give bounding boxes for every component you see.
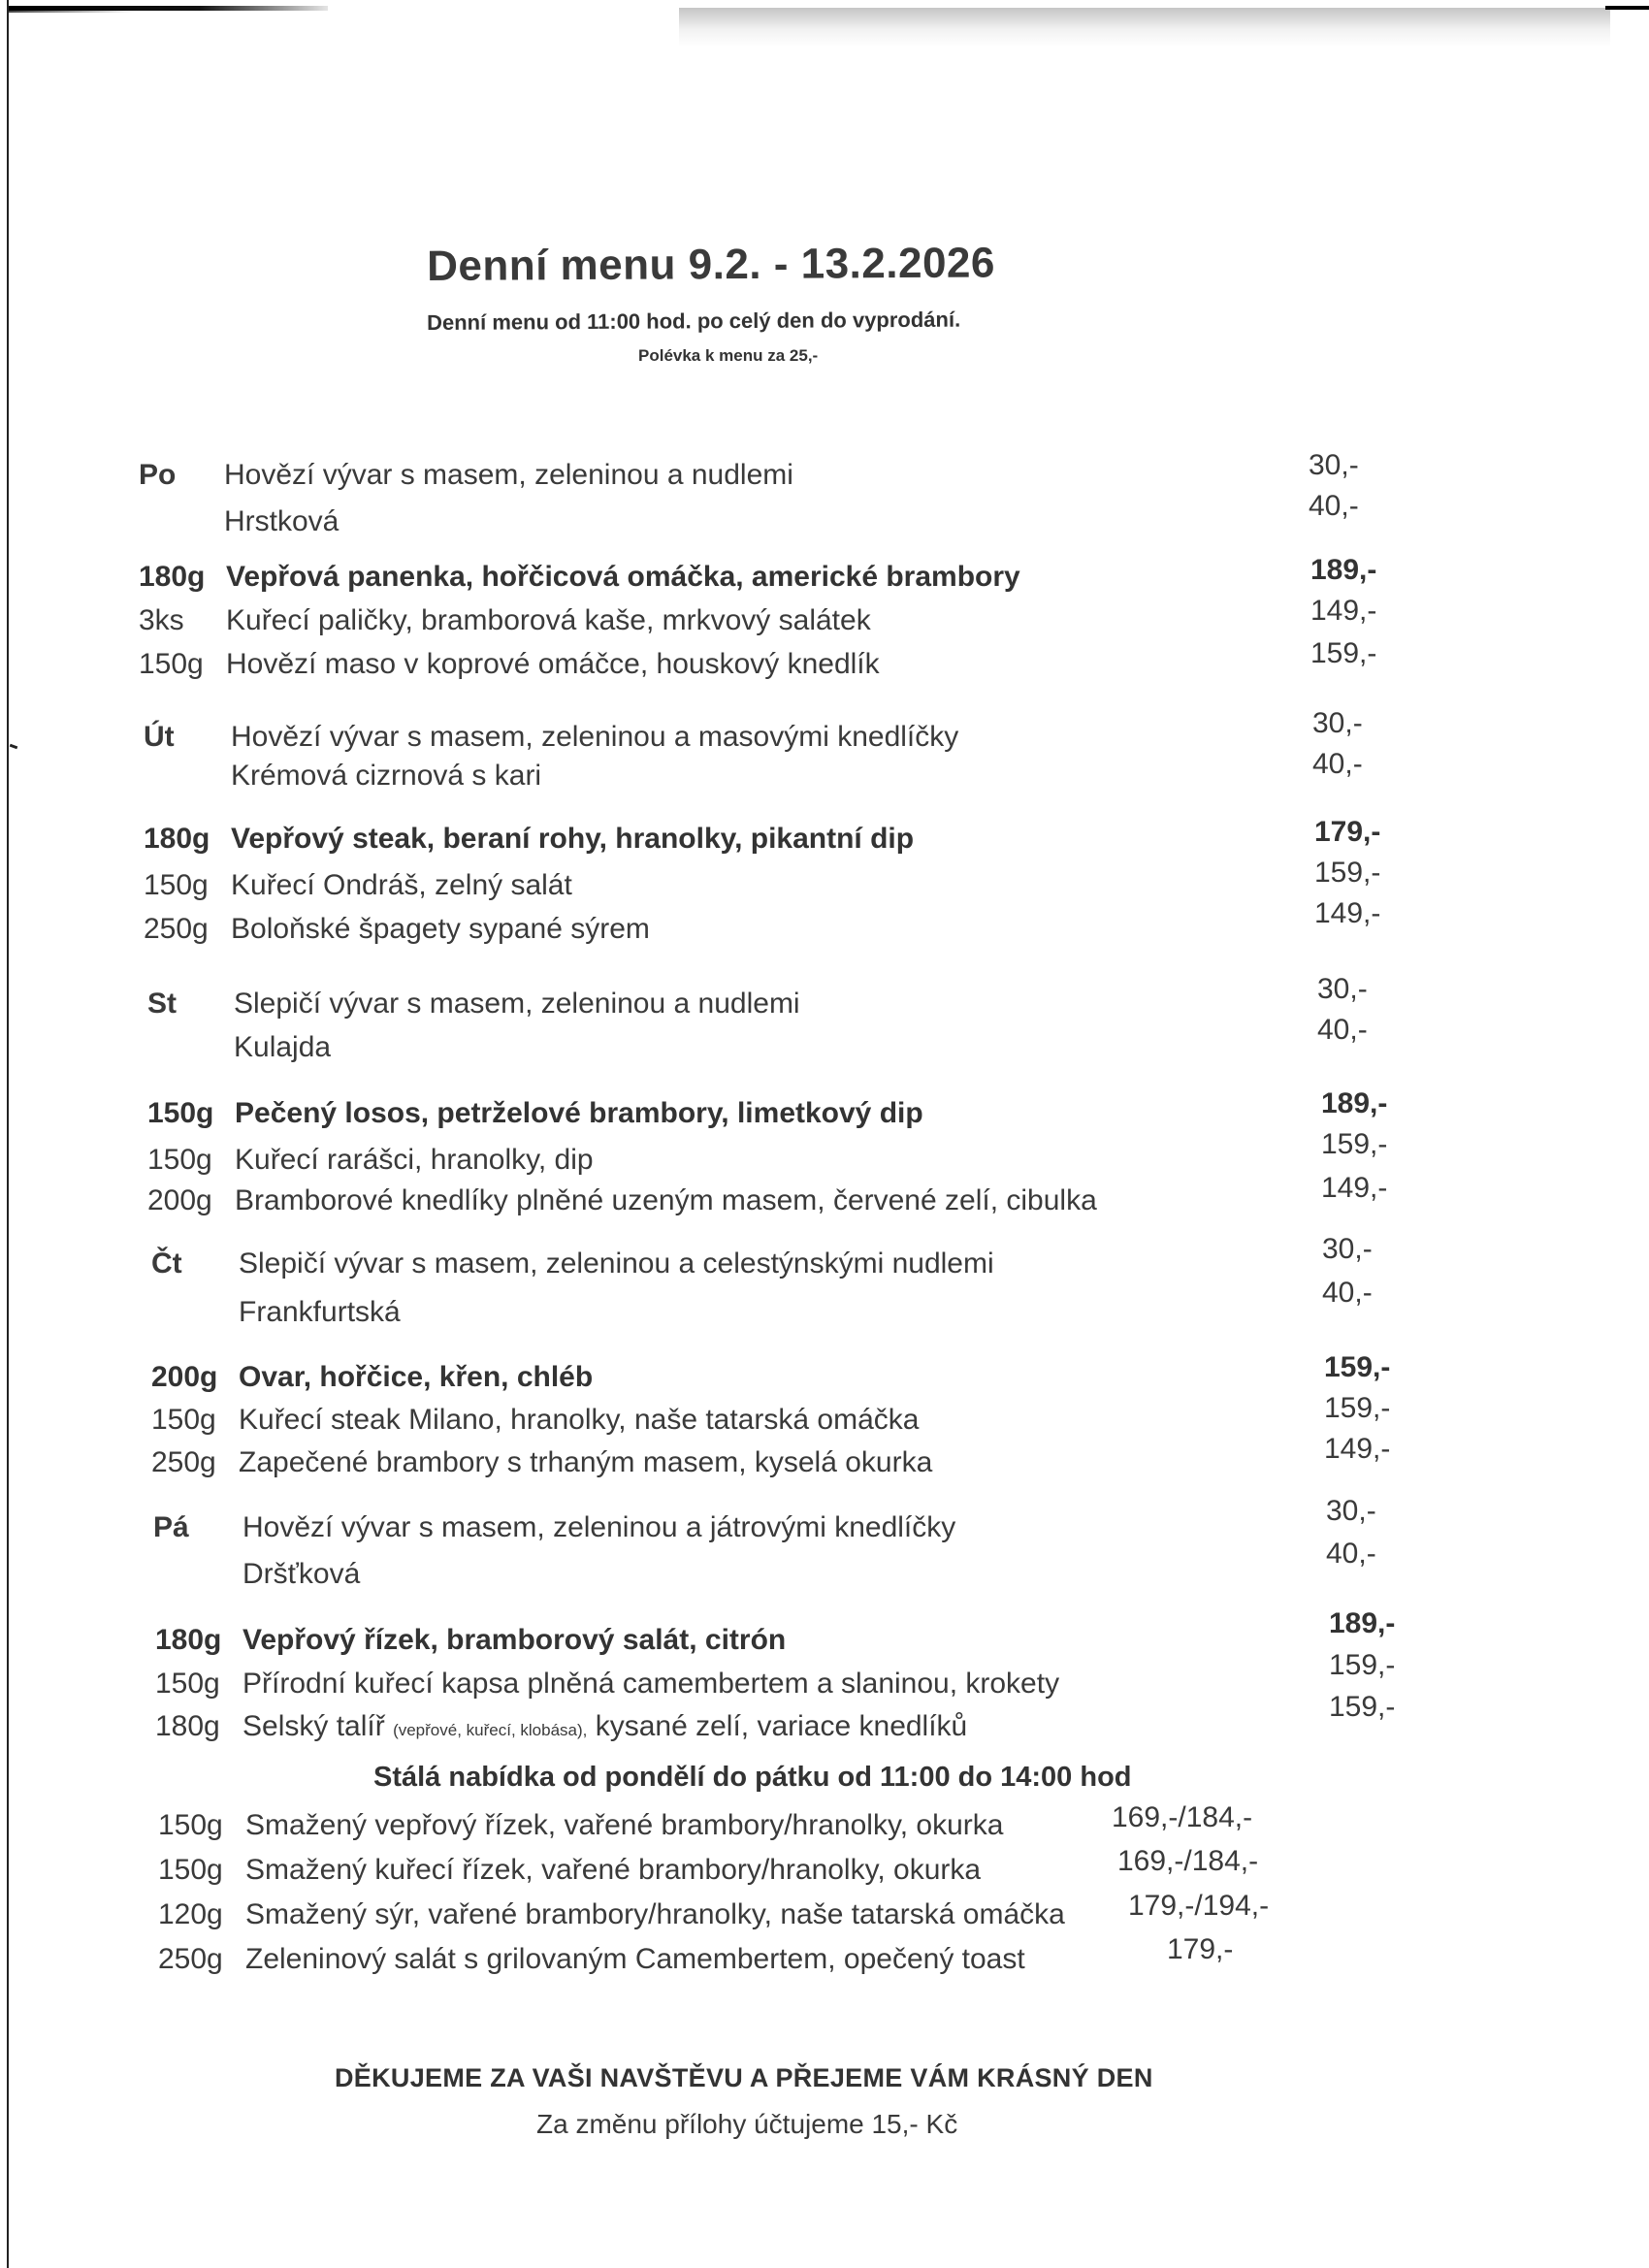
price: 159,- <box>1324 1392 1391 1424</box>
soup-name: Slepičí vývar s masem, zeleninou a celestýnskými nudlemi <box>239 1247 994 1280</box>
dish-name: Smažený vepřový řízek, vařené brambory/hranolky, okurka <box>245 1809 1004 1841</box>
price: 189,- <box>1329 1607 1396 1639</box>
price: 30,- <box>1317 973 1368 1005</box>
portion-size: 150g <box>155 1668 220 1700</box>
price: 149,- <box>1324 1433 1391 1465</box>
dish-name: Kuřecí steak Milano, hranolky, naše tatarská omáčka <box>239 1404 920 1436</box>
portion-size: 250g <box>144 913 209 945</box>
scan-edge-top-right <box>1605 6 1649 10</box>
thank-you-message: DĚKUJEME ZA VAŠI NAVŠTĚVU A PŘEJEME VÁM KRÁSNÝ DEN <box>335 2063 1153 2092</box>
dish-name: Ovar, hořčice, křen, chléb <box>239 1361 594 1393</box>
portion-size: 180g <box>144 823 210 855</box>
dish-name <box>242 1707 967 1750</box>
soup-name: Hovězí vývar s masem, zeleninou a játrovými knedlíčky <box>242 1511 956 1543</box>
price: 179,- <box>1314 816 1381 848</box>
price: 159,- <box>1321 1128 1388 1160</box>
scan-shadow-top <box>679 8 1610 47</box>
price: 30,- <box>1309 449 1359 481</box>
portion-size: 180g <box>155 1710 220 1742</box>
soup-name: Slepičí vývar s masem, zeleninou a nudlemi <box>234 988 800 1020</box>
price: 149,- <box>1314 897 1381 929</box>
price: 40,- <box>1322 1277 1373 1309</box>
price: 169,-/184,- <box>1117 1845 1259 1877</box>
dish-name: Smažený sýr, vařené brambory/hranolky, naše tatarská omáčka <box>245 1898 1065 1930</box>
price: 169,-/184,- <box>1112 1801 1253 1833</box>
price: 30,- <box>1322 1233 1373 1265</box>
dish-name-main: Selský talíř <box>242 1710 385 1742</box>
portion-size: 200g <box>147 1184 212 1216</box>
scan-edge-left <box>7 0 9 2268</box>
dish-name-note: (vepřové, kuřecí, klobása), <box>393 1721 588 1739</box>
day-label: St <box>147 988 177 1020</box>
dish-name: Vepřový řízek, bramborový salát, citrón <box>242 1624 787 1656</box>
dish-name: Zapečené brambory s trhaným masem, kyselá okurka <box>239 1446 933 1478</box>
portion-size: 150g <box>158 1854 223 1886</box>
day-label: Po <box>139 459 177 491</box>
dish-name: Zeleninový salát s grilovaným Camembertem, opečený toast <box>245 1943 1025 1975</box>
soup-price-note: Polévka k menu za 25,- <box>638 346 819 365</box>
price: 30,- <box>1312 707 1363 739</box>
dish-name-rest: kysané zelí, variace knedlíků <box>595 1710 968 1742</box>
price: 159,- <box>1310 637 1377 669</box>
price: 159,- <box>1329 1649 1396 1681</box>
portion-size: 250g <box>151 1446 216 1478</box>
price: 40,- <box>1326 1538 1376 1570</box>
scan-edge-top-left-tail <box>8 11 134 13</box>
portion-size: 150g <box>139 648 204 680</box>
portion-size: 180g <box>139 561 206 593</box>
portion-size: 250g <box>158 1943 223 1975</box>
dish-name: Boloňské špagety sypané sýrem <box>231 913 650 945</box>
dish-name: Hovězí maso v koprové omáčce, houskový knedlík <box>226 648 880 680</box>
portion-size: 150g <box>158 1809 223 1841</box>
dish-name: Vepřový steak, beraní rohy, hranolky, pikantní dip <box>231 823 915 855</box>
dish-name: Přírodní kuřecí kapsa plněná camembertem a slaninou, krokety <box>242 1668 1060 1700</box>
soup-name: Hovězí vývar s masem, zeleninou a masovými knedlíčky <box>231 721 959 753</box>
dish-name: Smažený kuřecí řízek, vařené brambory/hranolky, okurka <box>245 1854 982 1886</box>
portion-size: 150g <box>144 869 209 901</box>
soup-name: Hrstková <box>224 505 340 537</box>
portion-size: 3ks <box>139 604 184 636</box>
soup-name: Krémová cizrnová s kari <box>231 760 542 792</box>
price: 159,- <box>1329 1691 1396 1723</box>
price: 40,- <box>1312 748 1363 780</box>
price: 30,- <box>1326 1495 1376 1527</box>
scan-mark-left <box>10 744 18 750</box>
portion-size: 180g <box>155 1624 222 1656</box>
day-label: Út <box>144 721 175 753</box>
portion-size: 200g <box>151 1361 218 1393</box>
side-change-surcharge-note: Za změnu přílohy účtujeme 15,- Kč <box>536 2109 958 2139</box>
price: 179,- <box>1167 1933 1234 1965</box>
dish-name: Bramborové knedlíky plněné uzeným masem, červené zelí, cibulka <box>235 1184 1097 1216</box>
soup-name: Frankfurtská <box>239 1296 401 1328</box>
page-title: Denní menu 9.2. - 13.2.2026 <box>427 239 996 290</box>
portion-size: 120g <box>158 1898 223 1930</box>
price: 40,- <box>1317 1014 1368 1046</box>
dish-name: Kuřecí rarášci, hranolky, dip <box>235 1144 594 1176</box>
portion-size: 150g <box>151 1404 216 1436</box>
soup-name: Kulajda <box>234 1031 332 1063</box>
price: 149,- <box>1321 1172 1388 1204</box>
portion-size: 150g <box>147 1144 212 1176</box>
dish-name: Vepřová panenka, hořčicová omáčka, americké brambory <box>226 561 1020 593</box>
day-label: Čt <box>151 1247 182 1280</box>
price: 159,- <box>1324 1351 1391 1383</box>
dish-name: Kuřecí paličky, bramborová kaše, mrkvový salátek <box>226 604 871 636</box>
day-label: Pá <box>153 1511 189 1543</box>
price: 159,- <box>1314 857 1381 889</box>
price: 189,- <box>1310 554 1377 586</box>
dish-name: Pečený losos, petrželové brambory, limetkový dip <box>235 1097 923 1129</box>
menu-hours-note: Denní menu od 11:00 hod. po celý den do vyprodání. <box>427 307 961 335</box>
price: 40,- <box>1309 490 1359 522</box>
portion-size: 150g <box>147 1097 214 1129</box>
soup-name: Hovězí vývar s masem, zeleninou a nudlemi <box>224 459 793 491</box>
price: 149,- <box>1310 595 1377 627</box>
dish-name: Kuřecí Ondráš, zelný salát <box>231 869 572 901</box>
soup-name: Dršťková <box>242 1558 361 1590</box>
price: 189,- <box>1321 1087 1388 1119</box>
fixed-menu-title: Stálá nabídka od pondělí do pátku od 11:00 do 14:00 hod <box>373 1762 1132 1793</box>
price: 179,-/194,- <box>1128 1890 1270 1922</box>
